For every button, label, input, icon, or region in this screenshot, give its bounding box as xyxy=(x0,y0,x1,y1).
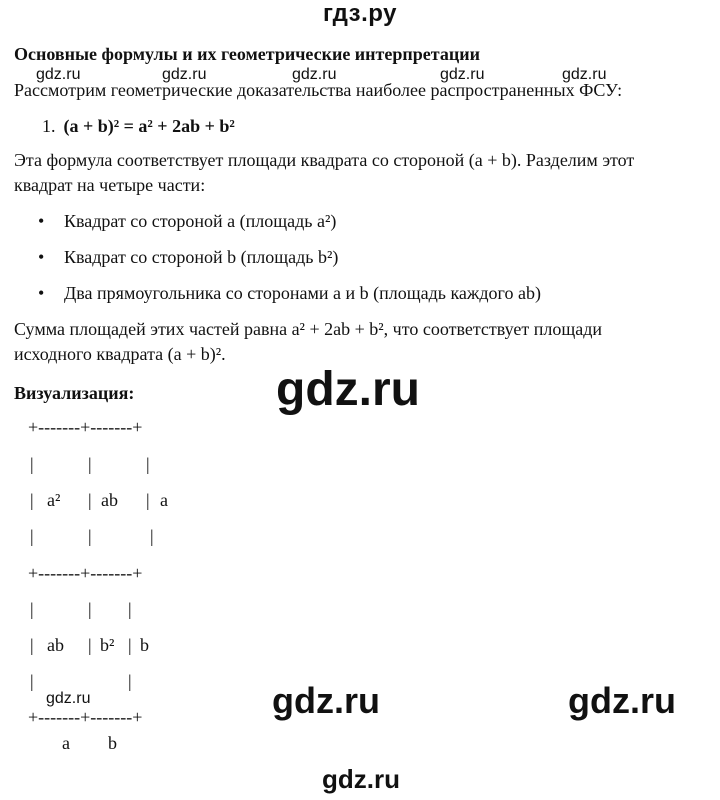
watermark-medium: gdz.ru xyxy=(272,680,380,721)
list-item-text: Два прямоугольника со сторонами a и b (площадь каждого ab) xyxy=(64,283,541,303)
list-item xyxy=(38,283,541,304)
list-item xyxy=(38,247,338,268)
formula-text: (a + b)² = a² + 2ab + b² xyxy=(63,116,235,136)
site-header-logo: гдз.ру xyxy=(323,0,397,27)
side-label-a: a xyxy=(160,490,168,510)
ascii-pipe: | xyxy=(88,599,92,619)
ascii-pipe: | xyxy=(88,454,92,474)
cell-ab-top: ab xyxy=(101,490,118,510)
intro-text: Рассмотрим геометрические доказательства наиболее распространенных ФСУ: xyxy=(14,80,623,100)
summary-line-1: Сумма площадей этих частей равна a² + 2ab + b², что соответствует площади xyxy=(14,319,603,339)
side-label-b: b xyxy=(140,635,149,655)
watermark-small: gdz.ru xyxy=(440,66,485,83)
watermark-footer: gdz.ru xyxy=(322,764,400,794)
visualization-heading: Визуализация: xyxy=(14,383,135,403)
cell-ab-bottom: ab xyxy=(47,635,64,655)
ascii-pipe: | xyxy=(128,635,132,655)
formula-number: 1. xyxy=(42,116,56,136)
ascii-pipe: | xyxy=(150,526,154,546)
ascii-border-bottom: +-------+-------+ xyxy=(28,707,143,727)
ascii-pipe: | xyxy=(88,526,92,546)
cell-a-squared: a² xyxy=(47,490,61,510)
ascii-pipe: | xyxy=(30,454,34,474)
ascii-pipe: | xyxy=(146,454,150,474)
ascii-pipe: | xyxy=(30,635,34,655)
explanation-line-2: квадрат на четыре части: xyxy=(14,175,206,195)
ascii-pipe: | xyxy=(30,599,34,619)
list-item-text: Квадрат со стороной b (площадь b²) xyxy=(64,247,339,267)
ascii-pipe: | xyxy=(30,671,34,691)
list-item xyxy=(38,211,336,232)
bullet-icon: • xyxy=(38,247,45,267)
watermark-large: gdz.ru xyxy=(276,363,420,416)
ascii-pipe: | xyxy=(128,671,132,691)
list-item-text: Квадрат со стороной a (площадь a²) xyxy=(64,211,337,231)
watermark-small: gdz.ru xyxy=(46,690,91,707)
watermark-small: gdz.ru xyxy=(36,66,81,83)
ascii-pipe: | xyxy=(146,490,150,510)
bullet-icon: • xyxy=(38,283,45,303)
explanation-line-1: Эта формула соответствует площади квадрата со стороной (a + b). Разделим этот xyxy=(14,150,635,170)
summary-line-2: исходного квадрата (a + b)². xyxy=(14,344,226,364)
watermark-small: gdz.ru xyxy=(162,66,207,83)
watermark-small: gdz.ru xyxy=(292,66,337,83)
ascii-pipe: | xyxy=(30,526,34,546)
ascii-pipe: | xyxy=(128,599,132,619)
section-heading: Основные формулы и их геометрические интерпретации xyxy=(14,44,480,64)
watermark-medium: gdz.ru xyxy=(568,680,676,721)
watermark-small: gdz.ru xyxy=(562,66,607,83)
bottom-label-b: b xyxy=(108,733,117,753)
bullet-icon: • xyxy=(38,211,45,231)
ascii-pipe: | xyxy=(88,490,92,510)
formula-item xyxy=(42,116,235,137)
ascii-pipe: | xyxy=(30,490,34,510)
cell-b-squared: b² xyxy=(100,635,115,655)
ascii-pipe: | xyxy=(88,635,92,655)
bottom-label-a: a xyxy=(62,733,70,753)
ascii-border-middle: +-------+-------+ xyxy=(28,563,143,583)
ascii-border-top: +-------+-------+ xyxy=(28,417,143,437)
